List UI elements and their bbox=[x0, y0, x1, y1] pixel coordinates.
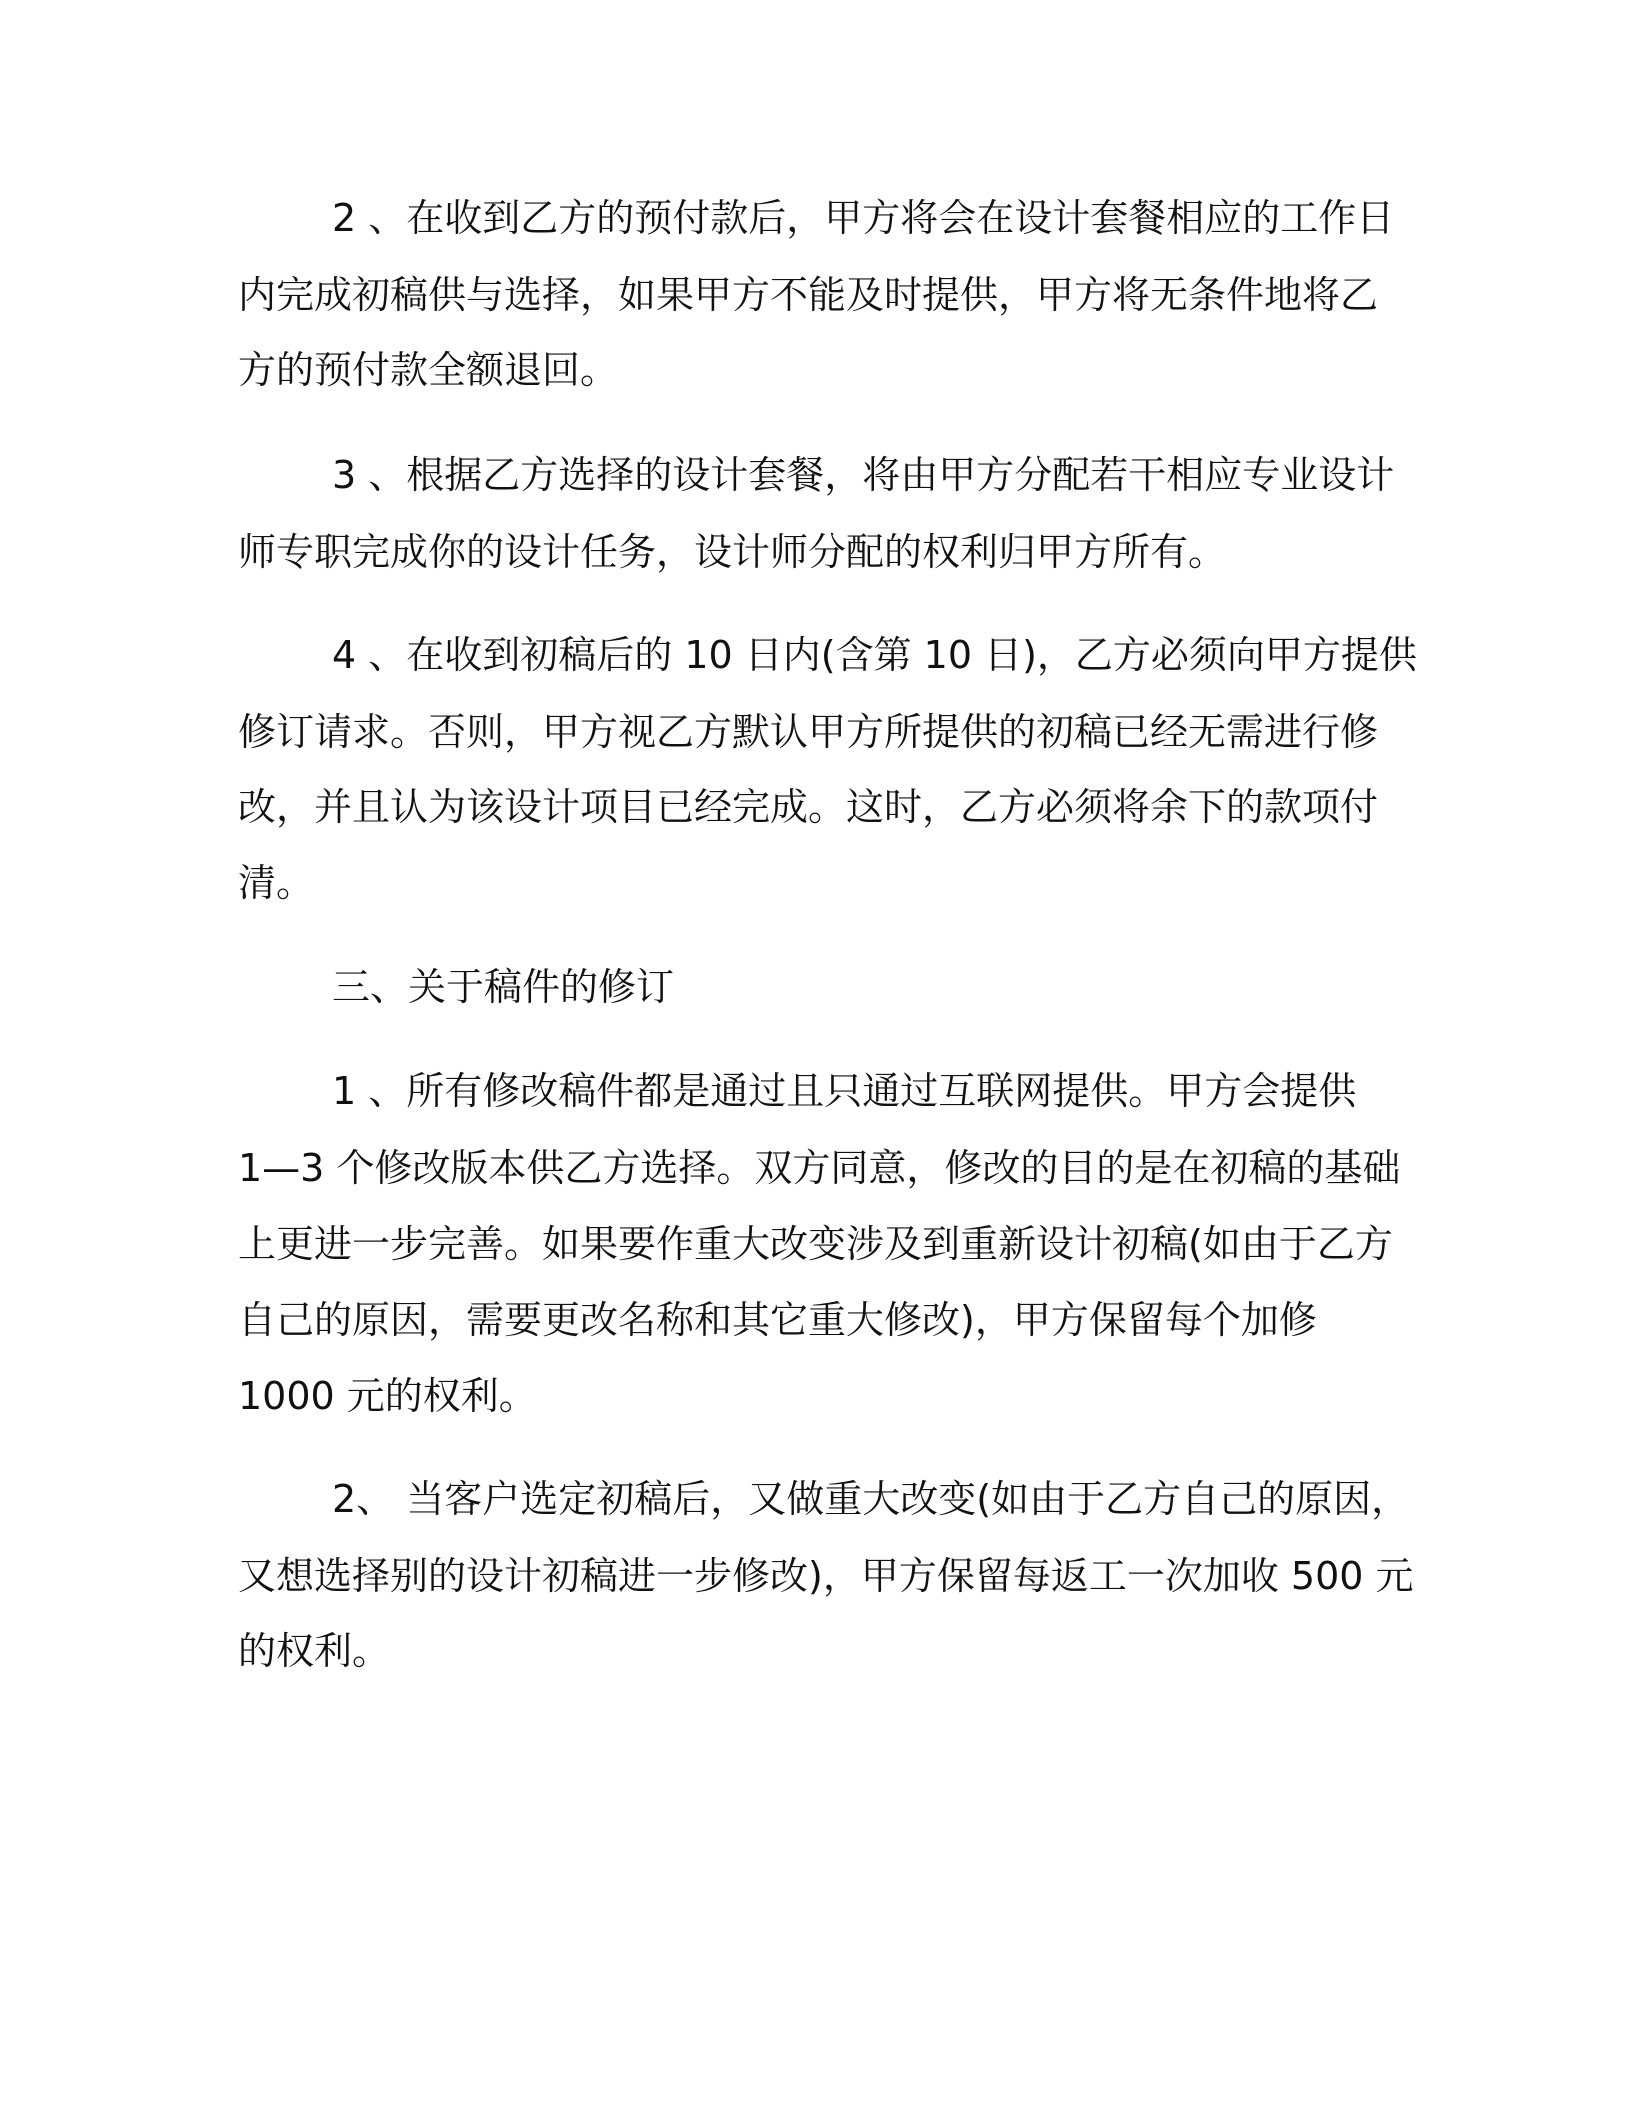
section-paragraph-2-line-2: 又想选择别的设计初稿进一步修改)，甲方保留每返工一次加收 500 元 bbox=[238, 1554, 1414, 1598]
paragraph-2-line-2: 内完成初稿供与选择，如果甲方不能及时提供，甲方将无条件地将乙 bbox=[238, 273, 1379, 317]
paragraph-4-line-4: 清。 bbox=[238, 861, 315, 905]
section-paragraph-1-line-1: 1 、所有修改稿件都是通过且只通过互联网提供。甲方会提供 bbox=[332, 1069, 1357, 1113]
paragraph-4-line-2: 修订请求。否则，甲方视乙方默认甲方所提供的初稿已经无需进行修 bbox=[238, 710, 1379, 754]
paragraph-3-line-2: 师专职完成你的设计任务，设计师分配的权利归甲方所有。 bbox=[238, 530, 1227, 574]
paragraph-4-line-3: 改，并且认为该设计项目已经完成。这时，乙方必须将余下的款项付 bbox=[238, 785, 1379, 829]
paragraph-2-line-3: 方的预付款全额退回。 bbox=[238, 348, 619, 392]
paragraph-2-line-1: 2 、在收到乙方的预付款后，甲方将会在设计套餐相应的工作日 bbox=[332, 196, 1395, 240]
section-paragraph-1-line-5: 1000 元的权利。 bbox=[238, 1374, 537, 1418]
section-paragraph-1-line-4: 自己的原因，需要更改名称和其它重大修改)，甲方保留每个加修 bbox=[238, 1298, 1317, 1342]
paragraph-3-line-1: 3 、根据乙方选择的设计套餐，将由甲方分配若干相应专业设计 bbox=[332, 453, 1395, 497]
section-paragraph-1-line-3: 上更进一步完善。如果要作重大改变涉及到重新设计初稿(如由于乙方 bbox=[238, 1222, 1393, 1266]
section-heading: 三、关于稿件的修订 bbox=[332, 965, 675, 1009]
paragraph-4-line-1: 4 、在收到初稿后的 10 日内(含第 10 日)，乙方必须向甲方提供 bbox=[332, 633, 1417, 677]
section-paragraph-2-line-1: 2、 当客户选定初稿后，又做重大改变(如由于乙方自己的原因， bbox=[332, 1477, 1410, 1521]
section-paragraph-2-line-3: 的权利。 bbox=[238, 1629, 391, 1673]
section-paragraph-1-line-2: 1—3 个修改版本供乙方选择。双方同意，修改的目的是在初稿的基础 bbox=[238, 1146, 1401, 1190]
